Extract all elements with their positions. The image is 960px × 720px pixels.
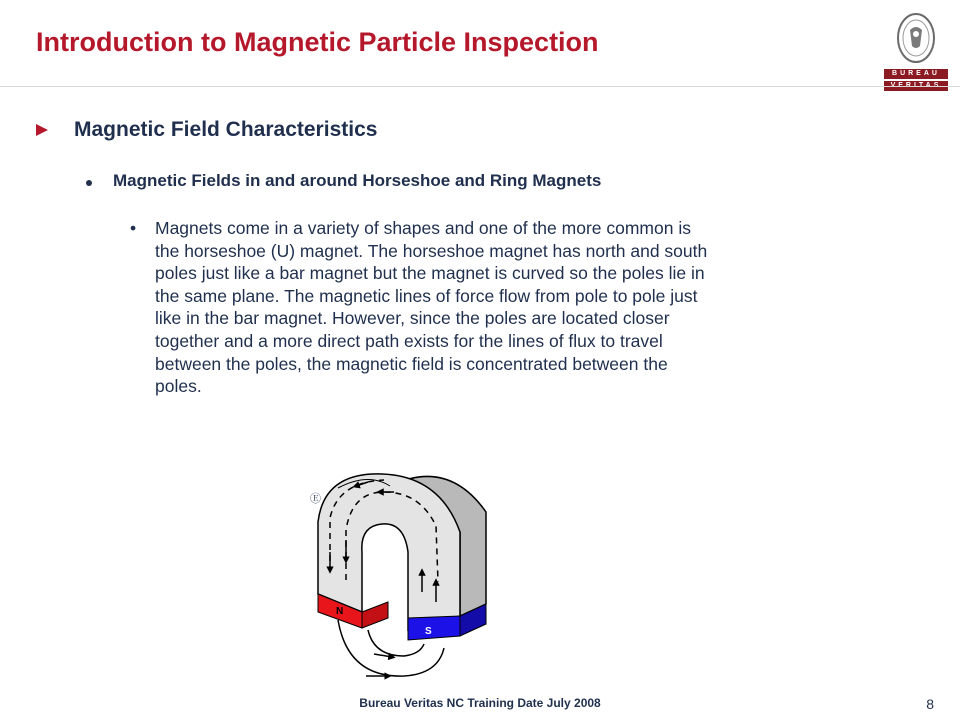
paragraph-text: Magnets come in a variety of shapes and one of the more common is the horseshoe (U) magnet. The horseshoe magnet has north and south poles just like a bar magnet but the magnet is curved so the poles lie in the same plane. The magnetic lines of force flow from pole to pole just like in the bar magnet. However, since the poles are located closer together and a more direct path exists for the lines of flux to travel between the poles, the magnetic field is concentrated between the poles.: [155, 218, 708, 397]
bureau-veritas-logo: [884, 12, 948, 86]
logo-word-bureau: BUREAU: [884, 69, 948, 79]
level1-text: Magnetic Field Characteristics: [74, 118, 378, 141]
slide-title: Introduction to Magnetic Particle Inspection: [36, 27, 599, 57]
page-number: 8: [926, 696, 934, 712]
level2-text: Magnetic Fields in and around Horseshoe and Ring Magnets: [113, 171, 602, 190]
body-paragraph: [130, 217, 930, 398]
dot-bullet-icon: [86, 180, 92, 186]
seal-icon: [890, 12, 942, 64]
paragraph-bullet: •: [130, 218, 137, 238]
horseshoe-magnet-icon: [308, 452, 496, 688]
figure-small-mark: Ⓔ: [310, 493, 321, 505]
title-divider: [0, 86, 960, 87]
horseshoe-magnet-figure: [308, 452, 496, 688]
south-pole-label: S: [425, 626, 432, 637]
north-pole-label: N: [336, 606, 344, 617]
triangle-bullet-icon: [36, 124, 48, 136]
footer-text: Bureau Veritas NC Training Date July 2008: [359, 696, 601, 710]
